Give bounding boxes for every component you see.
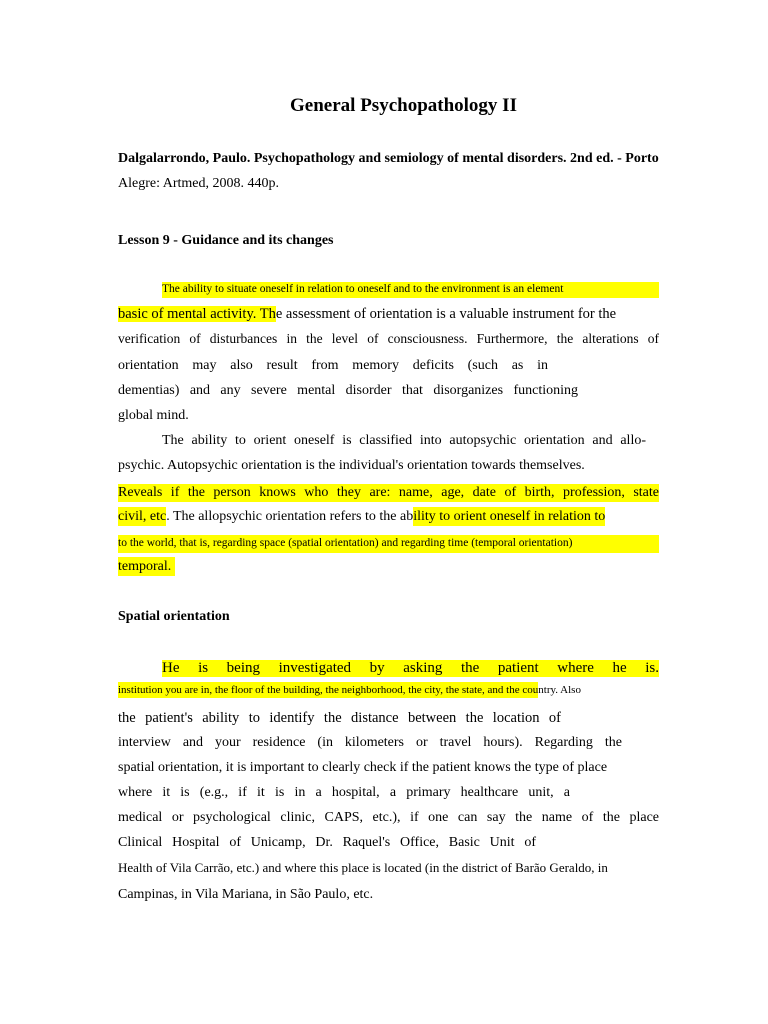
para3-line-3: the patient's ability to identify the distance between the location of — [118, 710, 561, 726]
para3-line-7: medical or psychological clinic, CAPS, etc.), if one can say the name of the place — [118, 810, 659, 825]
highlight-text: institution you are in, the floor of the building, the neighborhood, the city, the state, and the cou — [118, 684, 539, 696]
para2-line-4 — [118, 510, 659, 524]
para2-line-6 — [118, 560, 659, 574]
page-title: General Psychopathology II — [290, 95, 517, 116]
para2-line-5: to the world, that is, regarding space (spatial orientation) and regarding time (temporal orientation) — [118, 535, 659, 553]
para1-line-3: verification of disturbances in the level of consciousness. Furthermore, the alterations of — [118, 331, 659, 346]
highlight-text: basic of mental activity. Th — [118, 306, 276, 322]
body-text: . The allopsychic orientation refers to the ab — [166, 509, 414, 524]
highlight-text: temporal. — [118, 557, 175, 576]
para3-line-2 — [118, 685, 659, 696]
para3-line-8: Clinical Hospital of Unicamp, Dr. Raquel's Office, Basic Unit of — [118, 835, 536, 850]
spatial-heading: Spatial orientation — [118, 609, 230, 624]
para2-line-2: psychic. Autopsychic orientation is the individual's orientation towards themselves. — [118, 458, 585, 473]
para3-line-9: Health of Vila Carrão, etc.) and where this place is located (in the district of Barão Geraldo, in — [118, 860, 608, 875]
para1-line-6: global mind. — [118, 408, 189, 423]
body-text: e assessment of orientation is a valuable instrument for the — [275, 306, 617, 322]
citation-line-1: Dalgalarrondo, Paulo. Psychopathology and semiology of mental disorders. 2nd ed. - Porto — [118, 151, 659, 166]
para2-line-1: The ability to orient oneself is classified into autopsychic orientation and allo- — [162, 433, 646, 448]
para1-line-5: dementias) and any severe mental disorder that disorganizes functioning — [118, 383, 578, 398]
para3-line-1: He is being investigated by asking the patient where he is. — [162, 660, 659, 676]
highlight-text: ility to orient oneself in relation to — [413, 509, 606, 524]
para1-line-2 — [118, 307, 659, 322]
para1-line-1 — [118, 282, 659, 298]
para2-line-3: Reveals if the person knows who they are: name, age, date of birth, profession, state — [118, 485, 659, 500]
highlight-text: civil, etc — [118, 509, 167, 524]
para3-line-10: Campinas, in Vila Mariana, in São Paulo, etc. — [118, 887, 374, 902]
lesson-heading: Lesson 9 - Guidance and its changes — [118, 233, 334, 248]
para3-line-6: where it is (e.g., if it is in a hospital, a primary healthcare unit, a — [118, 785, 570, 800]
para3-line-5: spatial orientation, it is important to clearly check if the patient knows the type of place — [118, 760, 608, 775]
citation-line-2: Alegre: Artmed, 2008. 440p. — [118, 176, 279, 191]
para3-line-4: interview and your residence (in kilometers or travel hours). Regarding the — [118, 735, 622, 750]
body-text: ntry. Also — [538, 684, 581, 696]
para1-line-4: orientation may also result from memory deficits (such as in — [118, 358, 548, 373]
highlight-text: The ability to situate oneself in relation to oneself and to the environment is an element — [162, 282, 659, 298]
